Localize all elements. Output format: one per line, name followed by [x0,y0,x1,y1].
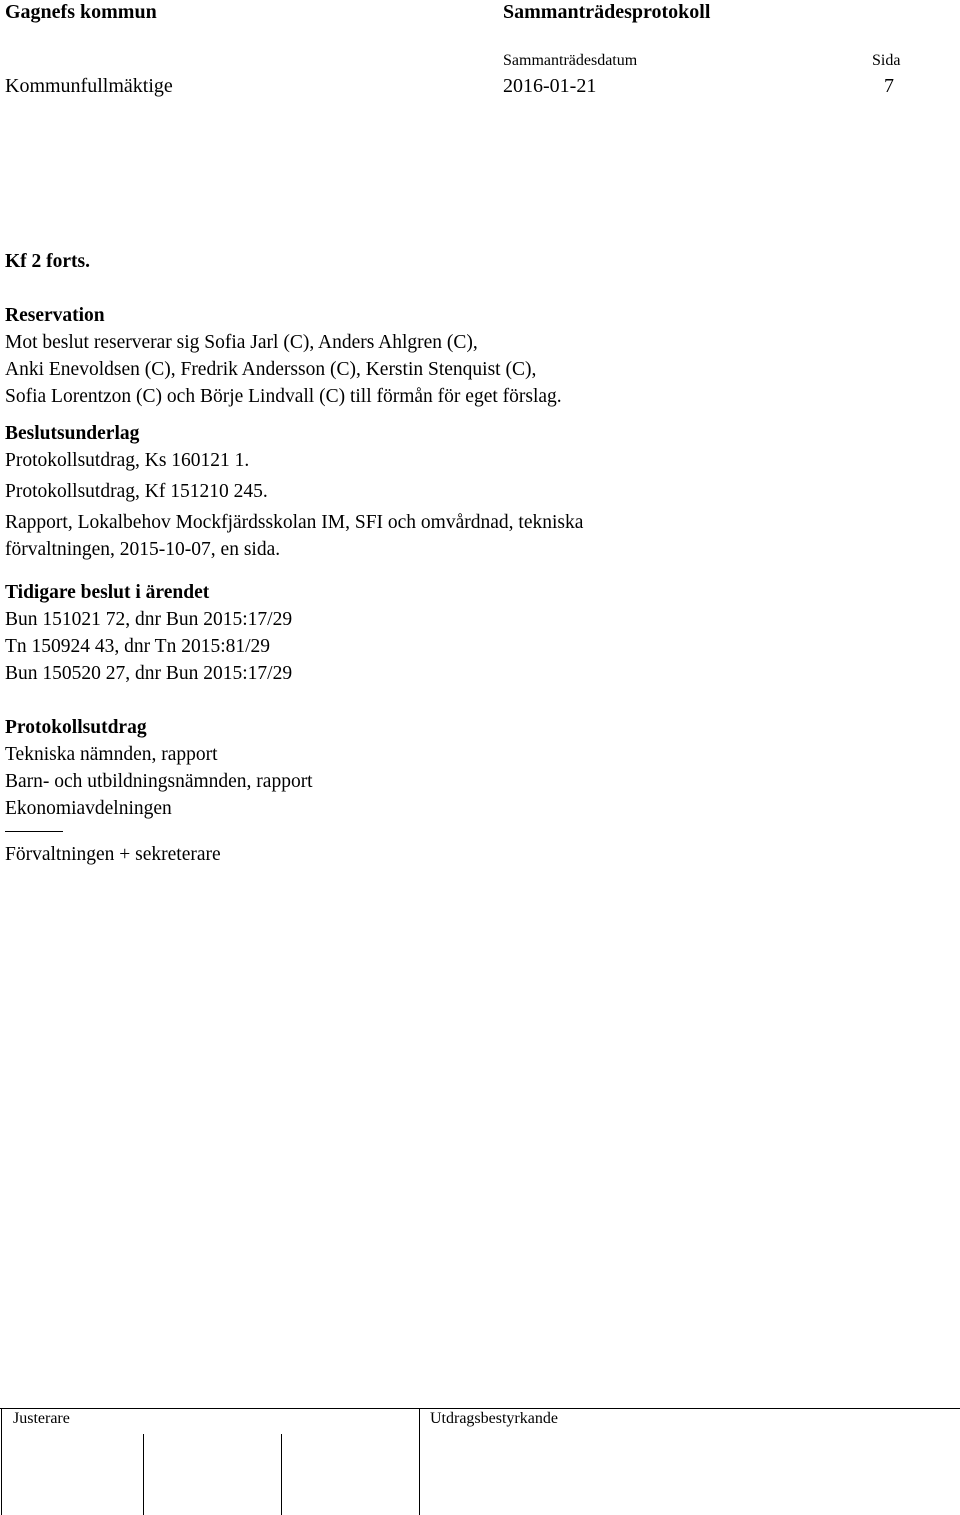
signature-box-divider [419,1408,420,1515]
beslutsunderlag-item: Protokollsutdrag, Kf 151210 245. [5,481,268,502]
divider-rule [5,831,63,832]
protocol-body [5,248,945,868]
recipient-item: Barn- och utbildningsnämnden, rapport [5,771,313,792]
tidigare-beslut-item: Bun 150520 27, dnr Bun 2015:17/29 [5,663,293,684]
recipient-item: Ekonomiavdelningen [5,798,172,819]
protokollsutdrag-heading: Protokollsutdrag [5,717,147,738]
reservation-line: Sofia Lorentzon (C) och Börje Lindvall (C) till förmån för eget förslag. [5,386,562,407]
beslutsunderlag-item: Protokollsutdrag, Ks 160121 1. [5,450,250,471]
utdragsbestyrkande-label: Utdragsbestyrkande [430,1410,558,1427]
beslutsunderlag-heading: Beslutsunderlag [5,423,140,444]
document-type: Sammanträdesprotokoll [503,1,711,23]
beslutsunderlag-item: förvaltningen, 2015-10-07, en sida. [5,539,281,560]
municipality-name: Gagnefs kommun [5,1,157,23]
body-name: Kommunfullmäktige [5,75,173,97]
footer-top-rule [0,1408,960,1409]
tidigare-beslut-item: Tn 150924 43, dnr Tn 2015:81/29 [5,636,271,657]
recipient-item: Tekniska nämnden, rapport [5,744,218,765]
reservation-line: Mot beslut reserverar sig Sofia Jarl (C), Anders Ahlgren (C), [5,332,478,353]
signature-box-divider [281,1434,282,1515]
tidigare-beslut-item: Bun 151021 72, dnr Bun 2015:17/29 [5,609,293,630]
signature-box-divider [143,1434,144,1515]
page-number: 7 [884,75,894,97]
beslutsunderlag-item: Rapport, Lokalbehov Mockfjärdsskolan IM, SFI och omvårdnad, tekniska [5,512,584,533]
recipient-item: Förvaltningen + sekreterare [5,844,221,865]
section-reference: Kf 2 forts. [5,251,91,272]
justerare-label: Justerare [13,1410,70,1427]
reservation-heading: Reservation [5,305,105,326]
tidigare-beslut-heading: Tidigare beslut i ärendet [5,582,210,603]
page-label: Sida [872,52,901,69]
date-label: Sammanträdesdatum [503,52,638,69]
meeting-date: 2016-01-21 [503,75,597,97]
footer-left-border [1,1408,2,1515]
reservation-line: Anki Enevoldsen (C), Fredrik Andersson (C), Kerstin Stenquist (C), [5,359,537,380]
